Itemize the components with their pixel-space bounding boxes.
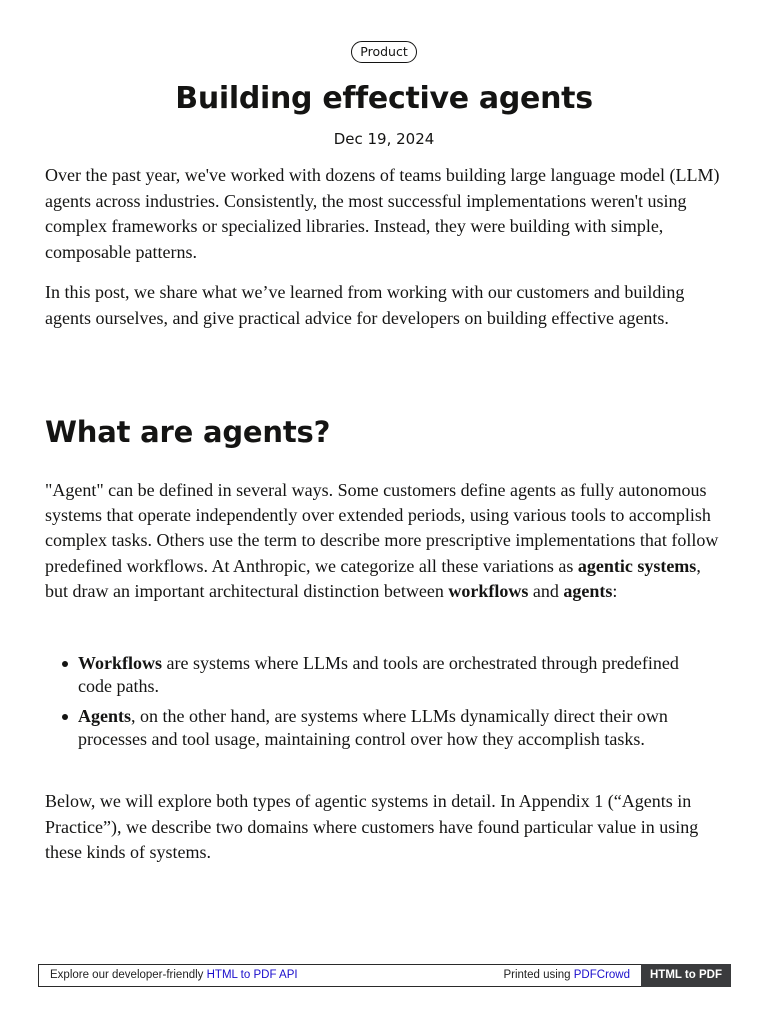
list-item [45,652,715,697]
pdfcrowd-link[interactable]: PDFCrowd [573,969,630,981]
definition-paragraph [45,478,725,604]
term-workflows: workflows [448,580,529,601]
pdf-footer-banner [38,964,731,987]
footer-printed-using [503,965,630,986]
section-heading: What are agents? [45,415,331,449]
article-title: Building effective agents [175,81,593,116]
definition-text-part-4: : [612,580,618,601]
bullet-icon [62,661,68,667]
term-agents: agents [563,580,613,601]
list-item-term: Agents [78,706,131,726]
intro-text-2: In this post, we share what we’ve learned from working with our customers and building agents ourselves, and give practical advice for developers on building effective agents. [45,282,685,328]
definition-text [45,478,725,604]
list-item-text: are systems where LLMs and tools are orchestrated through predefined code paths. [78,653,679,696]
html-to-pdf-button[interactable]: HTML to PDF [641,964,731,987]
html-to-pdf-api-link[interactable]: HTML to PDF API [206,969,298,981]
list-item-text: , on the other hand, are systems where LLMs dynamically direct their own processes and tool usage, maintaining control over how they accomplish tasks. [78,706,668,749]
publish-date: Dec 19, 2024 [333,130,435,148]
intro-text-1: Over the past year, we've worked with dozens of teams building large language model (LLM) agents across industries. Consistently, the most successful implementations weren't using complex frameworks or specialized libraries. Instead, they were building with simple, composable patterns. [45,165,720,262]
term-agentic-systems: agentic systems [577,555,697,576]
outro-paragraph [45,789,725,866]
bullet-icon [62,714,68,720]
intro-paragraph-1 [45,163,725,265]
definition-text-part-1: "Agent" can be defined in several ways. Some customers define agents as fully autonomous systems that operate independently over extended periods, using various tools to accomplish complex tasks. Others use the term to describe more prescriptive implementations that follow predefined workflows. At Anthropic, we categorize all these variations as [45,480,719,576]
list-item-term: Workflows [78,653,163,673]
footer-printed-text: Printed using [503,969,574,981]
definition-text-part-2: , but draw an important architectural distinction between [45,555,701,601]
definition-list [45,652,715,758]
definition-text-part-3: and [528,580,564,601]
footer-promo [50,965,298,986]
list-item [45,705,715,750]
tag-container [0,41,768,63]
category-tag[interactable]: Product [351,41,416,63]
outro-text: Below, we will explore both types of agentic systems in detail. In Appendix 1 (“Agents in Practice”), we describe two domains where customers have found particular value in using these kinds of systems. [45,791,699,862]
intro-paragraph-2 [45,280,725,331]
footer-promo-text: Explore our developer-friendly [50,969,207,981]
